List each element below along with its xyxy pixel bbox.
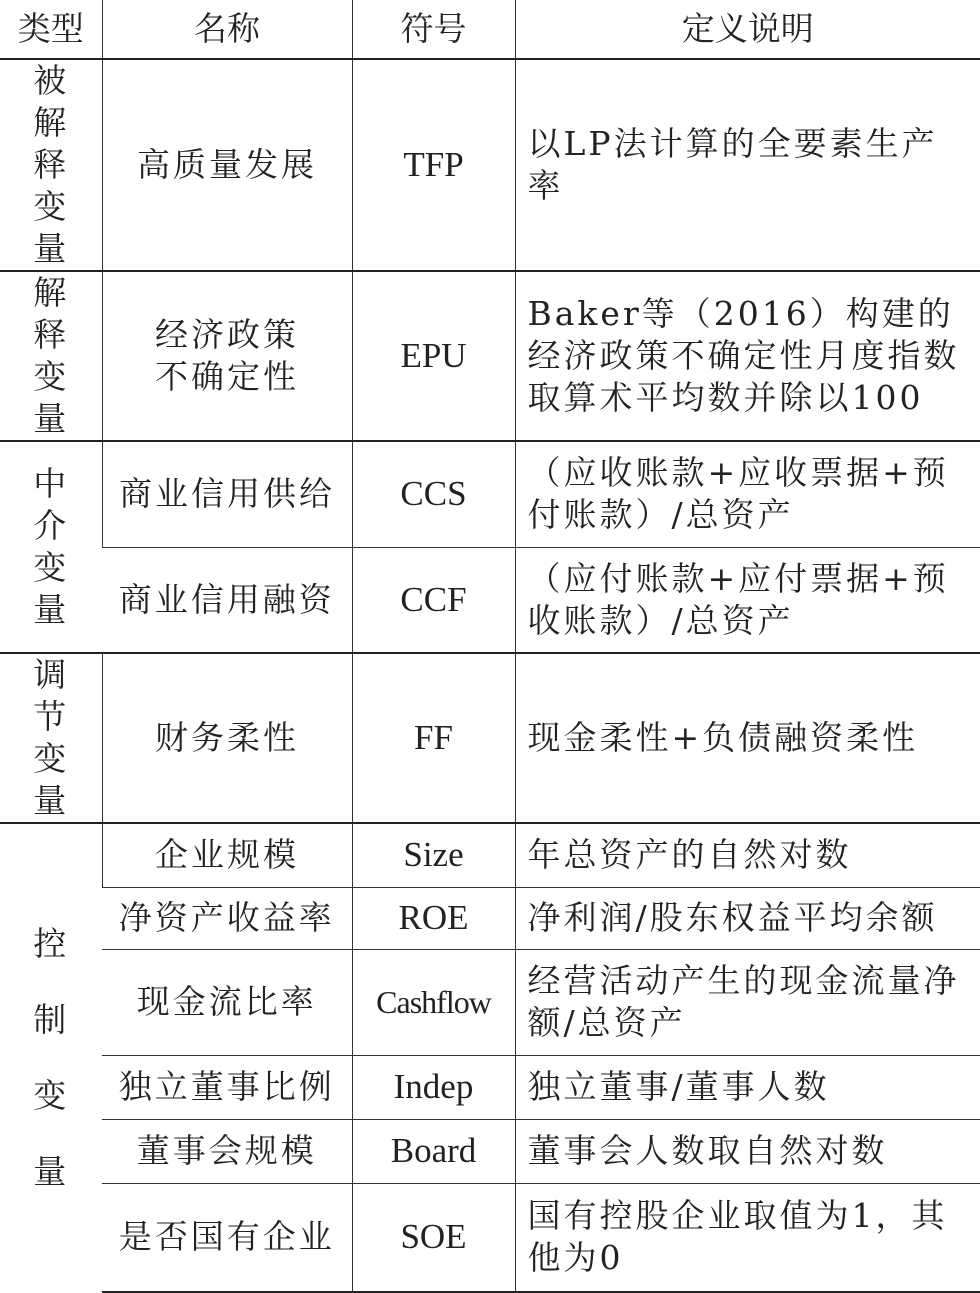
variable-definition: 净利润/股东权益平均余额	[515, 887, 980, 949]
variable-symbol: TFP	[352, 59, 515, 271]
variable-type-cell	[0, 441, 102, 653]
variable-name: 商业信用供给	[102, 441, 352, 547]
variable-symbol: ROE	[352, 887, 515, 949]
variable-name: 独立董事比例	[102, 1055, 352, 1119]
variable-definition: Baker等（2016）构建的经济政策不确定性月度指数取算术平均数并除以100	[515, 271, 980, 441]
variable-type-cell	[0, 823, 102, 1292]
table-header-row	[0, 0, 980, 59]
variable-type-cell	[0, 59, 102, 271]
variable-type: 控制变量	[33, 924, 69, 1191]
table-row	[0, 653, 980, 823]
variable-definition: 年总资产的自然对数	[515, 823, 980, 887]
variable-definition: 以LP法计算的全要素生产率	[515, 59, 980, 271]
variable-definition: （应付账款+应付票据+预收账款）/总资产	[515, 547, 980, 653]
variable-name: 企业规模	[102, 823, 352, 887]
table-row	[0, 271, 980, 441]
variable-definition: 董事会人数取自然对数	[515, 1119, 980, 1183]
variable-name: 董事会规模	[102, 1119, 352, 1183]
variable-name: 净资产收益率	[102, 887, 352, 949]
variable-type: 调节变量	[33, 655, 69, 820]
variable-name: 经济政策不确定性	[102, 271, 352, 441]
variable-symbol: SOE	[352, 1183, 515, 1292]
variable-symbol: Indep	[352, 1055, 515, 1119]
variable-type-cell	[0, 271, 102, 441]
variable-name: 现金流比率	[102, 949, 352, 1055]
header-name: 名称	[102, 0, 352, 59]
header-type: 类型	[0, 0, 102, 59]
header-definition: 定义说明	[515, 0, 980, 59]
variable-symbol: FF	[352, 653, 515, 823]
variable-name: 财务柔性	[102, 653, 352, 823]
variable-name: 高质量发展	[102, 59, 352, 271]
table-row	[0, 949, 980, 1055]
variable-definition: （应收账款+应收票据+预付账款）/总资产	[515, 441, 980, 547]
table-row	[0, 887, 980, 949]
table-row	[0, 441, 980, 547]
table-row	[0, 1055, 980, 1119]
variable-type-cell	[0, 653, 102, 823]
table-row	[0, 823, 980, 887]
header-symbol: 符号	[352, 0, 515, 59]
variable-symbol: CCS	[352, 441, 515, 547]
variable-definition: 国有控股企业取值为1，其他为0	[515, 1183, 980, 1292]
table-row	[0, 59, 980, 271]
variable-name: 商业信用融资	[102, 547, 352, 653]
variable-type: 被解释变量	[33, 61, 69, 268]
variable-symbol: Cashflow	[352, 949, 515, 1055]
variable-symbol: Board	[352, 1119, 515, 1183]
table-row	[0, 1119, 980, 1183]
variable-name: 是否国有企业	[102, 1183, 352, 1292]
variable-symbol: CCF	[352, 547, 515, 653]
variable-type: 解释变量	[33, 273, 69, 438]
variable-symbol: Size	[352, 823, 515, 887]
variable-definition: 现金柔性+负债融资柔性	[515, 653, 980, 823]
variable-symbol: EPU	[352, 271, 515, 441]
table-row	[0, 1183, 980, 1292]
variable-definition: 独立董事/董事人数	[515, 1055, 980, 1119]
table-row	[0, 547, 980, 653]
variable-definition: 经营活动产生的现金流量净额/总资产	[515, 949, 980, 1055]
variable-type: 中介变量	[33, 464, 69, 629]
